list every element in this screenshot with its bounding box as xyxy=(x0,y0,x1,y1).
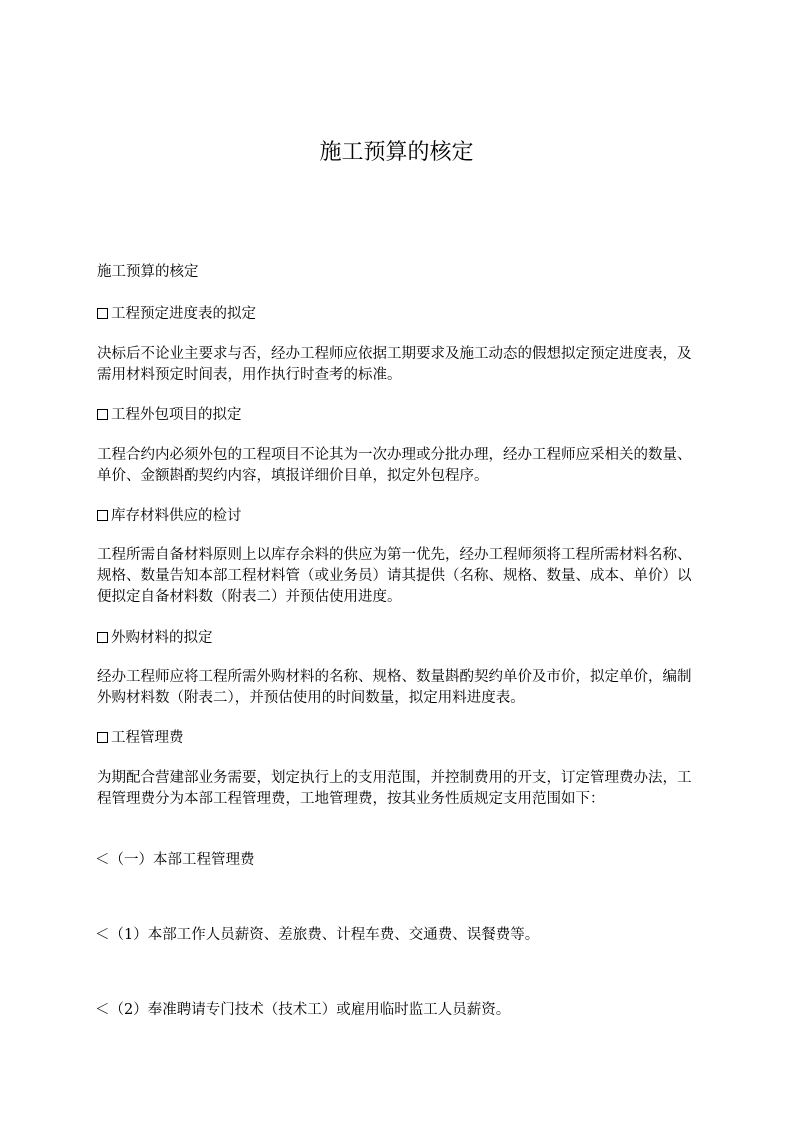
section-heading-text: 工程预定进度表的拟定 xyxy=(111,306,256,322)
section-heading xyxy=(97,728,697,749)
section-heading xyxy=(97,628,697,649)
section-heading xyxy=(97,506,697,527)
section-body: 决标后不论业主要求与否，经办工程师应依据工期要求及施工动态的假想拟定预定进度表，及需用材料预定时间表，用作执行时查考的标准。 xyxy=(97,346,692,383)
section-heading-text: 库存材料供应的检讨 xyxy=(111,508,242,524)
section-body: 工程所需自备材料原则上以库存余料的供应为第一优先，经办工程师须将工程所需材料名称、规格、数量告知本部工程材料管（或业务员）请其提供（名称、规格、数量、成本、单价）以便拟定自备材料数（附表二）并预估使用进度。 xyxy=(97,547,692,605)
section-heading xyxy=(97,405,697,426)
section-heading xyxy=(97,304,697,325)
section-body: 经办工程师应将工程所需外购材料的名称、规格、数量斟酌契约单价及市价，拟定单价，编制外购材料数（附表二），并预估使用的时间数量，拟定用料进度表。 xyxy=(97,669,692,706)
section-heading-text: 外购材料的拟定 xyxy=(111,630,213,646)
list-item: ＜（1）本部工作人员薪资、差旅费、计程车费、交通费、误餐费等。 xyxy=(95,927,540,943)
checkbox-square-icon xyxy=(97,308,108,319)
checkbox-square-icon xyxy=(97,409,108,420)
checkbox-square-icon xyxy=(97,732,108,743)
list-item: ＜（一）本部工程管理费 xyxy=(95,852,255,868)
list-item: ＜（2）奉准聘请专门技术（技术工）或雇用临时监工人员薪资。 xyxy=(95,1002,511,1018)
section-heading-text: 工程外包项目的拟定 xyxy=(111,407,242,423)
checkbox-square-icon xyxy=(97,510,108,521)
section-body: 为期配合营建部业务需要，划定执行上的支用范围，并控制费用的开支，订定管理费办法，工程管理费分为本部工程管理费，工地管理费，按其业务性质规定支用范围如下： xyxy=(97,770,692,807)
document-subtitle: 施工预算的核定 xyxy=(97,264,199,280)
section-heading-text: 工程管理费 xyxy=(111,730,184,746)
checkbox-square-icon xyxy=(97,632,108,643)
section-body: 工程合约内必须外包的工程项目不论其为一次办理或分批办理，经办工程师应采相关的数量、单价、金额斟酌契约内容，填报详细价目单，拟定外包程序。 xyxy=(97,447,692,484)
document-title: 施工预算的核定 xyxy=(319,140,474,165)
